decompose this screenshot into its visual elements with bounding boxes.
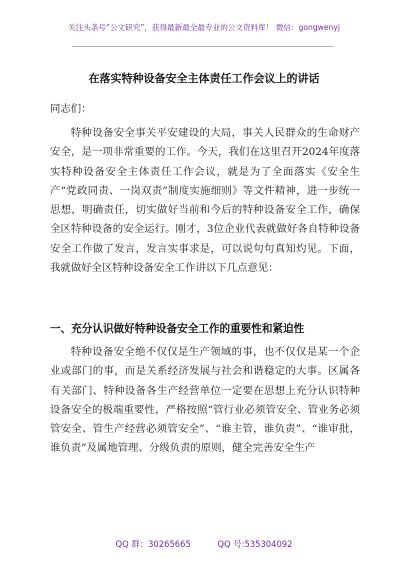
document-title: 在落实特种设备安全主体责任工作会议上的讲话 xyxy=(88,72,320,85)
footer-qq-number: QQ 号:535304092 xyxy=(217,539,293,549)
salutation: 同志们： xyxy=(50,103,92,115)
header-divider xyxy=(72,46,334,47)
section-paragraph: 特种设备安全绝不仅仅是生产领域的事，也不仅仅是某一个企业或部门的事，而是关系经济发展与社会和谐稳定的大事。区属各有关部门、特种设备各生产经营单位一定要在思想上充分认识特种设备安全的极端重要性，严格按照“管行业必须管安全、管业务必须管安全、管生产经营必须管安全”、“谁主管，谁负责”、“谁审批，谁负责”及属地管理、分级负责的原则，健全完善安全生产 xyxy=(50,346,360,455)
header-notice: 关注头条号“公文研究”，获得最新最全最专业的公文资料库！ 微信：gongwenyj xyxy=(68,23,340,32)
body-paragraph: 特种设备安全事关平安建设的大局，事关人民群众的生命财产安全，是一项非常重要的工作。今天，我们在这里召开2024年度落实特种设备安全主体责任工作会议，就是为了全面落实《安全生产“党政同责、一岗双责”制度实施细则》等文件精神，进一步统一思想，明确责任，切实做好当前和今后的特种设备安全工作，确保全区特种设备的安全运行。刚才，3位企业代表就做好各自特种设备安全工作做了发言，发言实事求是，可以说句句真知灼见。下面，我就做好全区特种设备安全工作讲以下几点意见： xyxy=(50,127,360,275)
footer-qq-group: QQ 群：30265665 xyxy=(115,539,191,549)
footer-contact xyxy=(0,538,408,550)
section-heading: 一、充分认识做好特种设备安全工作的重要性和紧迫性 xyxy=(50,323,305,335)
